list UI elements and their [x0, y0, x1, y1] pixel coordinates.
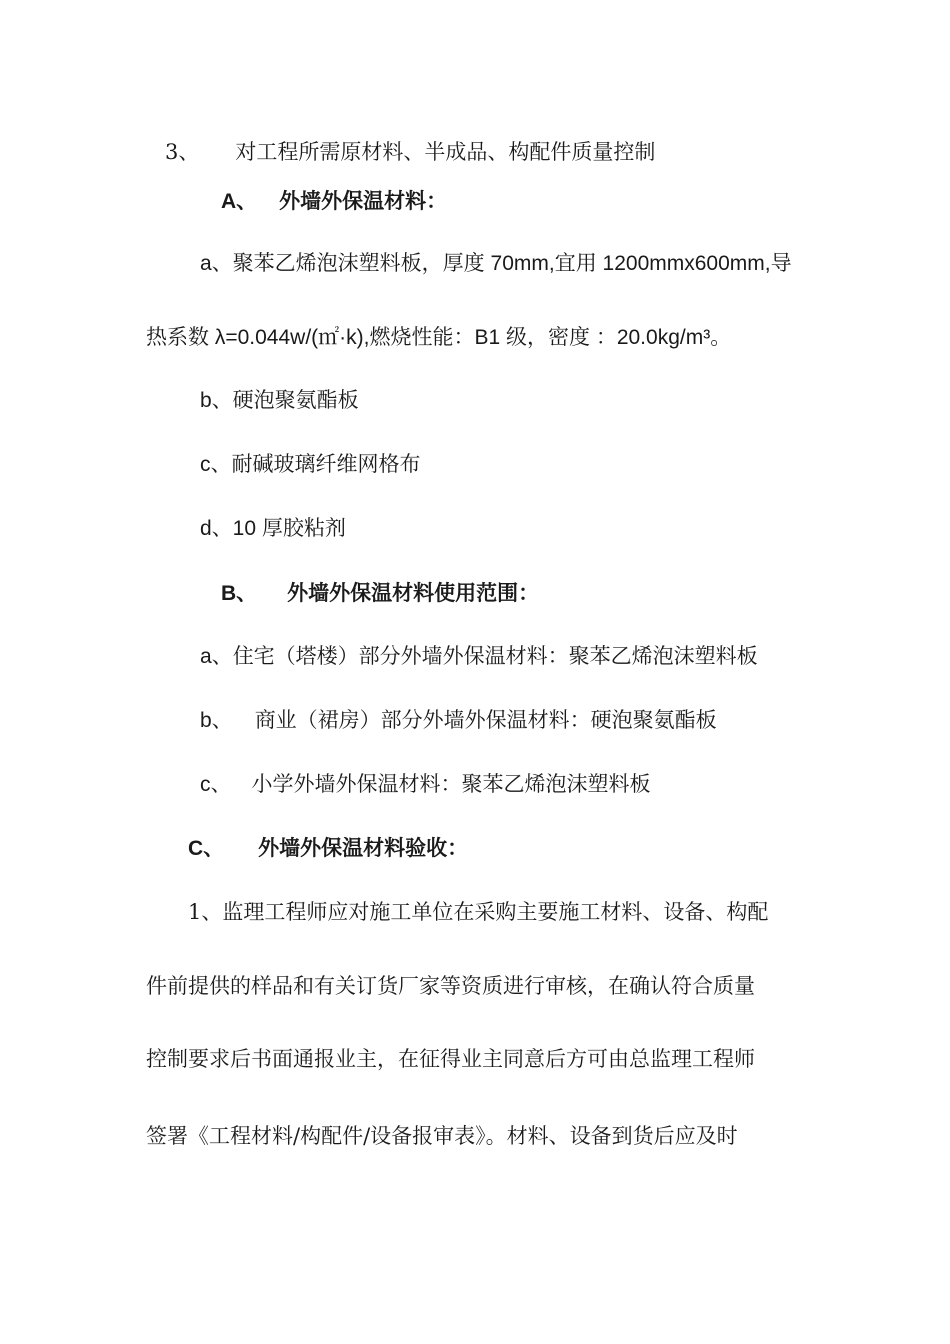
subheading-b-label: B、 — [221, 582, 258, 605]
usage-item-a — [200, 642, 758, 671]
subheading-b-text: 外墙外保温材料使用范围： — [287, 580, 540, 605]
usage-item-c-text: 小学外墙外保温材料：聚苯乙烯泡沫塑料板 — [251, 772, 651, 796]
item-a-line1: a、聚苯乙烯泡沫塑料板，厚度 70mm,宜用 1200mmx600mm,导 — [200, 252, 792, 275]
subheading-c — [188, 834, 468, 863]
subheading-a-text: 外墙外保温材料： — [279, 188, 448, 213]
subheading-a — [221, 187, 447, 216]
item-b: b、硬泡聚氨酯板 — [200, 389, 359, 412]
paragraph-c-line2: 件前提供的样品和有关订货厂家等资质进行审核，在确认符合质量 — [146, 974, 755, 998]
usage-item-b — [200, 706, 717, 735]
usage-item-c-label: c、 — [200, 773, 232, 796]
subheading-a-label: A、 — [221, 190, 258, 213]
paragraph-c-line1: 1、监理工程师应对施工单位在采购主要施工材料、设备、构配 — [188, 900, 769, 924]
usage-item-b-text: 商业（裙房）部分外墙外保温材料：硬泡聚氨酯板 — [254, 708, 717, 732]
usage-item-a-text: 住宅（塔楼）部分外墙外保温材料：聚苯乙烯泡沫塑料板 — [232, 644, 758, 668]
subheading-c-label: C、 — [188, 837, 225, 860]
paragraph-c-line3: 控制要求后书面通报业主，在征得业主同意后方可由总监理工程师 — [146, 1047, 755, 1071]
item-a-line2: 热系数 λ=0.044w/(㎡·k),燃烧性能：B1 级，密度 ：20.0kg/m³。 — [146, 326, 732, 349]
paragraph-c-line4: 签署《工程材料/构配件/设备报审表》。材料、设备到货后应及时 — [146, 1124, 738, 1148]
subheading-c-text: 外墙外保温材料验收： — [258, 835, 469, 860]
item-c: c、耐碱玻璃纤维网格布 — [200, 453, 421, 476]
subheading-b — [221, 579, 539, 608]
usage-item-c — [200, 770, 651, 799]
usage-item-a-label: a、 — [200, 645, 233, 668]
section-heading-text: 对工程所需原材料、半成品、构配件质量控制 — [235, 140, 656, 164]
usage-item-b-label: b、 — [200, 709, 233, 732]
section-heading — [165, 138, 655, 166]
section-heading-number: 3、 — [165, 140, 200, 164]
item-d: d、10 厚胶粘剂 — [200, 517, 346, 540]
